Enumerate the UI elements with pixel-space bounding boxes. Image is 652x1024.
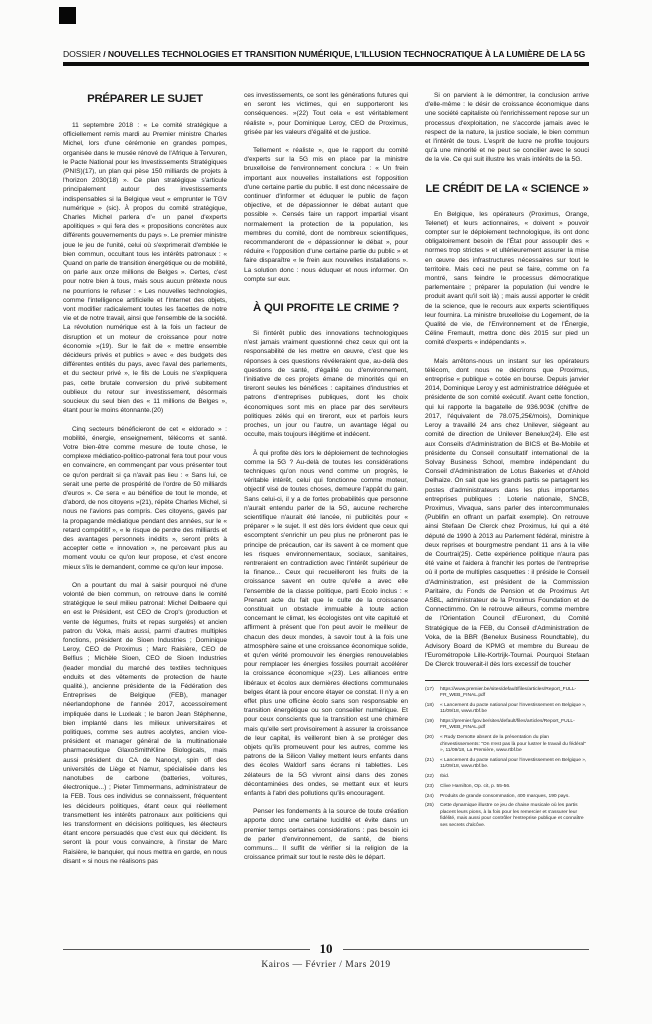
footnote-text: Ibid. (440, 774, 450, 779)
masthead-rule (63, 62, 589, 66)
section-heading: PRÉPARER LE SUJET (87, 93, 203, 105)
column-2 (244, 91, 408, 940)
footer-rule-right (343, 949, 590, 950)
footnote-item (425, 784, 589, 790)
body-paragraph: On a pourtant du mal à saisir pourquoi né d'une volonté de bien commun, on retrouve dans le comité stratégique le seul milieu patronal: Michel Delbaere qui en est le Président, est CEO de Crop's (production et vente de légumes, fruits et repas surgelés) et ancien patron du Voka, mais aussi, parmi d'autres multiples fonctions, président de Sioen Industries ; Dominique Leroy, CEO de Proximus ; Marc Raisière, CEO de Belfius ; Michèle Sioen, CEO de Sioen Industries (leader mondial du marché des textiles techniques enduits et des vêtements de protection de haute qualité.), ancienne présidente de la Fédération des Entreprises de Belgique (FEB), manager néerlandophone de l'année 2017, accessoirement impliquée dans le Luxleak ; le baron Jean Stéphenne, bien implanté dans les milieux universitaires et politiques, comme ses autres acolytes, ancien vice-président et manager général de la multinationale pharmaceutique GlaxoSmithKline Biologicals, mais aussi président du CA de Nanocyl, spin off des universités de Liège et Namur, spécialisée dans les nanotubes de carbone (batteries, voitures, électronique...) ; Pieter Timmermans, administrateur de la FEB. Tous ces individus se connaissent, fréquentent les décideurs politiques, étant ceux qui réellement transmettent les intérêts patronaux aux politiciens qui les transforment en décisions politiques, les électeurs étant encore persuadés que c'est eux qui décident. Ils seront là pour vous convaincre, à l'instar de Marc Raisière, le banquier, qui nous mettra en garde, en nous disant « si nous ne réalisons pas (63, 581, 227, 865)
body-paragraph: Mais arrêtons-nous un instant sur les opérateurs télécom, dont nous ne décrirons que Proximus, entreprise « publique » cotée en bourse. Depuis janvier 2014, Dominique Leroy y est administratrice déléguée et présidente de son comité exécutif. Avant cette fonction, qui lui rapporte la bagatelle de 936.903€ (chiffre de 2017, l'équivalent de 78.075,25€/mois), Dominique Leroy a travaillé 24 ans chez Unilever, siégeant au comité de direction de Unilever Benelux(24). Elle est aux Conseils d'Administration de BICS et Be-Mobile et présidente du Conseil consultatif international de la Solvay Business School, membre indépendant du Conseil d'Administration de Lotus Bakeries et d'Ahold Delhaize. On sait que les grands partis se partagent les postes d'administrateurs dans les plus importantes entreprises publiques : Loterie nationale, SNCB, Proximus, Vivaqua, sans parler des intercommunales (Publifin en offrant un parfait exemple). On retrouve ainsi Stefaan De Clerck chez Proximus, lui qui a été député de 1990 à 2013 au Parlement fédéral, ministre à deux reprises et bourgmestre pendant 11 ans à la ville de Courtrai(25). Cette expérience politique n'aura pas été vaine et l'aidera à franchir les portes de l'entreprise où il porte de multiples casquettes : il préside le Conseil d'Administration, est président de la Commission Paritaire, du Fonds de Pension et de Proximus Art ASBL, administrateur de la Proximus Foundation et de Connectimmo. On le retrouve ailleurs, comme membre de l'Orientation Council d'Euronext, du Comité Stratégique de la FEB, du Conseil d'Administration de Voka, de la BBR (Benelux Business Roundtable), du Advisory Board de KPMG et membre du Bureau de l'Eurométropole Lille-Kortrijk-Tournai. Pourquoi Stefaan De Clerck trouverait-il dès lors excessif de toucher (425, 357, 589, 669)
footnote-text: https://www.premier.be/sites/default/files/articles/Report_FULL-FR_WEB_FINAL.pdf (440, 686, 577, 698)
footnote-text: Clive Hamilton, Op. cit, p. 55-56. (440, 783, 511, 789)
journal-issue-line: Kairos — Février / Mars 2019 (261, 960, 391, 970)
dossier-line (63, 49, 589, 59)
footnote-number: (18) (425, 702, 434, 708)
footnote-item (425, 687, 589, 700)
body-paragraph: ces investissements, ce sont les générations futures qui en seront les victimes, qui en supporteront les conséquences. »(22) Tout cela « est véritablement réaliste », pour Dominique Leroy, CEO de Proximus, grisée par les valeurs d'égalité et de justice. (244, 92, 408, 136)
page-number: 10 (319, 941, 333, 956)
footnote-item (425, 703, 589, 716)
footnote-text: « Lancement du pacte national pour l'investissement en Belgique », 11/09/18, www.rtbf.be (440, 702, 587, 715)
footnote-text: Produits de grande consommation, 400 marques, 190 pays. (440, 793, 570, 799)
footnote-number: (22) (425, 774, 434, 779)
footnote-number: (24) (425, 793, 434, 799)
footnote-item (425, 758, 589, 771)
page-footer (63, 941, 589, 970)
column-1 (63, 91, 227, 940)
footnote-item (425, 794, 589, 800)
footnote-number: (17) (425, 686, 434, 692)
footnote-text: Cette dynamique illustre ce jeu de chaise musicale où les partis placent leurs pions, à la fois pour les remercier et s'assurer leur fidélité, mais aussi pour contrôler l'entreprise publique et connaître ses secrets d'alcôve. (440, 803, 584, 828)
section-heading: LE CRÉDIT DE LA « SCIENCE » (425, 182, 589, 195)
body-paragraph: En Belgique, les opérateurs (Proximus, Orange, Telenet) et leurs actionnaires, « doivent » pouvoir compter sur le déploiement technologique, ils ont donc obligatoirement besoin de l'État pour assouplir des « normes trop strictes » et ultérieurement assurer la mise en œuvre des infrastructures nécessaires sur tout le territoire. Mais ceci ne peut se faire, comme on l'a montré, sans feindre le processus démocratique parlementaire ; préparer la population (lui vendre le produit avant qu'il soit là) ; mais aussi apporter le crédit de la science, que le recours aux experts scientifiques leur fournira. La ministre bruxelloise du Logement, de la Qualité de vie, de l'Environnement et de l'Énergie, Céline Fremault, mettra donc dès 2015 sur pied un comité d'experts « indépendants ». (425, 210, 589, 347)
footnote-item (425, 774, 589, 780)
footnote-number: (20) (425, 735, 434, 741)
body-paragraph: Penser les fondements à la source de toute création apporte donc une certaine lucidité et évite dans un premier temps certaines considérations : pas besoin ici de parler d'environnement, de santé, de biens communs... Il suffit de vérifier si la religion de la croissance primait sur tout le reste dès le départ. (244, 808, 408, 862)
footnote-number: (23) (425, 783, 434, 789)
footnote-number: (19) (425, 718, 434, 724)
body-paragraph: Tellement « réaliste », que le rapport du comité d'experts sur la 5G mis en place par la ministre bruxelloise de l'environnement conclura : « Un frein important aux nouvelles installations est l'opposition d'une certaine partie du public. Il est donc nécessaire de continuer d'informer et éduquer le public de façon objective, et de dépassionner le débat autant que possible ». Censés faire un rapport impartial visant normalement la protection de la population, les membres du comité, dont de nombreux scientifiques, recommanderont de « dépassionner le débat », pour réduire « l'opposition d'une certaine partie du public » et faire disparaître « le frein aux nouvelles installations ». La solution donc : nous éduquer et nous informer. On compte sur eux. (244, 147, 408, 283)
page-number-row (63, 941, 589, 957)
footnote-text: https://premier.fgov.be/sites/default/files/articles/Report_FULL-FR_WEB_FINAL.pdf (440, 718, 575, 731)
dossier-separator: / (100, 49, 108, 59)
masthead (63, 49, 589, 66)
footnote-number: (21) (425, 757, 434, 763)
footnote-text: « Rudy Demotte absent de la présentation du plan d'investissements: "On n'est pas là pour lustrer le travail du fédéral" », 11/09/18, La Première, www.rtbf.be (440, 735, 586, 753)
article-columns (63, 91, 589, 940)
body-paragraph: Si on parvient à le démontrer, la conclusion arrive d'elle-même : le désir de croissance économique dans une société capitaliste où l'enrichissement repose sur un processus d'exploitation, ne s'accorde jamais avec le respect de la nature, la justice sociale, le bien commun et l'intérêt de tous. L'esprit de lucre ne profite toujours qu'à une minorité et ne peut se concilier avec le souci de la vie. Ce qui suit illustre les vrais intérêts de la 5G. (425, 92, 589, 164)
body-paragraph: 11 septembre 2018 : « Le comité stratégique a officiellement remis mardi au Premier ministre Charles Michel, lors d'une cérémonie en grandes pompes, organisée dans le musée rénové de l'Afrique à Tervuren, le Pacte National pour les Investissements Stratégiques (PNIS)(17), un plan qui pèse 150 milliards de projets à l'horizon 2030(18) ». Ce plan stratégique s'articule principalement autour des investissements indispensables si la Belgique veut « emprunter le TGV numérique » (sic). À propos du comité stratégique, Charles Michel parlera d'« un panel d'experts apolitiques » qui fera des « propositions concrètes aux différents gouvernements du pays ». Le premier ministre joue le jeu de l'unité, celui où s'exprimerait d'emblée le bien commun, occultant tous les intérêts patronaux : « Quand on parle de transition énergétique ou de mobilité, on parle aux onze millions de Belges ». Certes, c'est pour notre bien à tous, mais sous aucun prétexte nous ne pourrions le refuser : « Les nouvelles technologies, comme l'intelligence artificielle et l'Internet des objets, vont modifier radicalement toutes les facettes de notre vie et de notre travail, ainsi que l'ensemble de la société. La révolution numérique est à la fois un facteur de disruption et un moteur de croissance pour notre économie »(19). Sur le fait de « mettre ensemble décideurs privés et publics » avec « des budgets des différentes entités du pays, avec l'aval des parlements, et du secteur privé », le fils de Louis ne s'expliquera pas, cette brutale conversion du privé subitement oublieux du retour sur investissement, désormais soucieux du seul bien des « 11 millions de Belges », étant pour le moins étonnante.(20) (63, 122, 227, 415)
footnote-item (425, 803, 589, 829)
column-3 (425, 91, 589, 940)
footnote-item (425, 719, 589, 732)
footnotes-block (425, 680, 589, 829)
body-paragraph: Cinq secteurs bénéficieront de cet « eldorado » : mobilité, énergie, enseignement, télécoms et santé. Votre bien-être comme mesure de toute chose, le complexe médiatico-politico-patronal fera tout pour vous en convaincre, en commençant par vous présenter tout ce qu'on perdrait si ça n'avait pas lieu : « Sans lui, ce serait une perte de prospérité de l'ordre de 50 milliards d'euros ». Ce sera « au bénéfice de tout le monde, et d'abord, de nos citoyens »(21), répète Charles Michel, si nous ne l'avions pas compris. Ces citoyens, gavés par la propagande médiatique pendant des années, sur le « retard compétitif », « le risque de perdre des milliards et des avantages personnels inédits », seront prêts à accepter cette « innovation », ne percevant plus au moment voulu ce qu'on leur propose, et c'est encore mieux s'ils le demandent, comme ce qu'on leur impose. (63, 425, 227, 571)
dossier-kicker: DOSSIER (63, 49, 101, 59)
footnote-divider (425, 680, 589, 681)
footer-rule-left (63, 949, 310, 950)
body-paragraph: À qui profite dès lors le déploiement de technologies comme la 5G ? Au-delà de toutes les considérations techniques qu'on nous vend comme un progrès, le véritable intérêt, celui qui fonctionne comme moteur, objectif visé de toutes choses, demeure l'appât du gain. Sans celui-ci, il y a de fortes probabilités que personne n'aurait entendu parler de la 5G, aucune recherche scientifique n'aurait été lancée, ni publicités pour « préparer » le sujet. Il est dès lors évident que ceux qui escomptent s'enrichir un peu plus ne prôneront pas le principe de précaution, car ils savent à ce moment que les risques environnementaux, sociaux, sanitaires, rentreraient en contradiction avec l'intérêt supérieur de la finance... Ceux qui recueilleront les fruits de la croissance savent en outre qu'elle a avec elle l'ensemble de la classe politique, parti Ecolo inclus : « Prenant acte du fait que le culte de la croissance constituait un obstacle immuable à toute action concernant le climat, les écologistes ont vite capitulé et affirment à présent que l'on peut avoir le meilleur de chacun des deux mondes, à savoir tout à la fois une atmosphère saine et une croissance économique solide, et qu'en vérité promouvoir les énergies renouvelables pour remplacer les énergies fossiles pourrait accélérer la croissance économique »(23). Les alliances entre libéraux et écolos aux dernières élections communales belges étant là pour encore étayer ce constat. Il n'y a en effet plus une officine écolo sans son responsable en transition énergétique ou son conseiller numérique. Et pour ceux conscients que la transition est une chimère mais qu'elle sert provisoirement à assurer la croissance de leur capital, ils veilleront bien à se protéger des objets qu'ils promeuvent pour les autres, comme les patrons de la Silicon Valley mettent leurs enfants dans des écoles Waldorf sans écrans ni tablettes. Les zélateurs de la 5G vivront ainsi dans des zones décontaminées des ondes, se mettant eux et leurs enfants à l'abri des pollutions qu'ils encouragent. (244, 449, 408, 798)
footnote-item (425, 735, 589, 754)
footnote-number: (25) (425, 803, 434, 809)
dossier-headline: NOUVELLES TECHNOLOGIES ET TRANSITION NUMÉRIQUE, L'ILLUSION TECHNOCRATIQUE À LA LUMIÈRE DE LA 5G (107, 49, 586, 59)
section-heading: À QUI PROFITE LE CRIME ? (253, 302, 399, 315)
footnote-text: « Lancement du pacte national pour l'investissement en Belgique », 11/09/18, www.rtbf.be. (440, 757, 587, 770)
body-paragraph: Si l'intérêt public des innovations technologiques n'est jamais vraiment questionné chez ceux qui ont la responsabilité de les mettre en œuvre, c'est que les réponses à ces questions révéleraient que, au-delà des questions de santé, d'égalité ou d'environnement, l'initiative de ces projets émane de minorités qui en tireront seules les bénéfices : capitaines d'industries et patrons d'entreprises publiques, dont les choix économiques sont mis en place par des serviteurs politiques zélés qui en tireront, eux et parfois leurs proches, un jour ou l'autre, un avantage légal ou occulte, mais toujours illégitime et indécent. (244, 330, 408, 439)
page-corner-mark (59, 7, 76, 24)
